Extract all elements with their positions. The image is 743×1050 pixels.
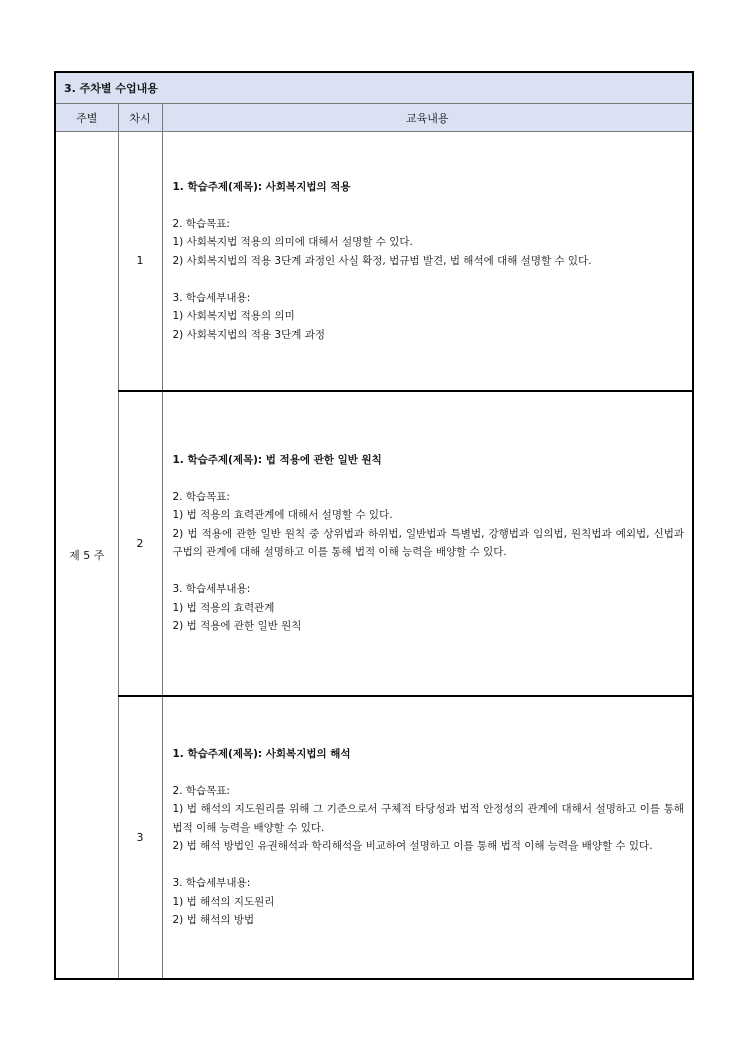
session-number: 1: [118, 132, 162, 391]
session-number: 3: [118, 696, 162, 979]
detail-item: 1) 사회복지법 적용의 의미: [172, 310, 295, 322]
detail-item: 2) 사회복지법의 적용 3단계 과정: [172, 328, 326, 341]
objectives-title: 2. 학습목표:: [172, 490, 230, 503]
session-content: [162, 696, 693, 979]
detail-item: 2) 법 해석의 방법: [172, 914, 255, 926]
objective-item: 1) 법 해석의 지도원리를 위해 그 기준으로서 구체적 타당성과 법적 안정성의 관계에 대해서 설명하고 이를 통해 법적 이해 능력을 배양할 수 있다.: [172, 803, 684, 834]
objectives-title: 2. 학습목표:: [172, 784, 230, 797]
objective-item: 1) 법 적용의 효력관계에 대해서 설명할 수 있다.: [172, 509, 393, 521]
detail-item: 1) 법 해석의 지도원리: [172, 895, 275, 908]
session-content: [162, 132, 693, 391]
header-week: 주별: [55, 104, 118, 132]
objectives-title: 2. 학습목표:: [172, 217, 230, 230]
session-topic: 1. 학습주제(제목): 사회복지법의 해석: [172, 747, 351, 760]
session-row-1: [55, 132, 693, 391]
objective-item: 1) 사회복지법 적용의 의미에 대해서 설명할 수 있다.: [172, 236, 413, 248]
objective-item: 2) 법 해석 방법인 유권해석과 학리해석을 비교하여 설명하고 이를 통해 법적 이해 능력을 배양할 수 있다.: [172, 840, 653, 852]
session-content: [162, 391, 693, 696]
detail-item: 1) 법 적용의 효력관계: [172, 601, 275, 614]
objective-item: 2) 사회복지법의 적용 3단계 과정인 사실 확정, 법규범 발견, 법 해석에 대해 설명할 수 있다.: [172, 254, 592, 267]
session-row-2: [55, 391, 693, 696]
week-label: 제 5 주: [55, 132, 118, 979]
header-session: 차시: [118, 104, 162, 132]
details-title: 3. 학습세부내용:: [172, 877, 251, 889]
session-topic: 1. 학습주제(제목): 사회복지법의 적용: [172, 180, 351, 193]
session-topic: 1. 학습주제(제목): 법 적용에 관한 일반 원칙: [172, 453, 382, 466]
details-title: 3. 학습세부내용:: [172, 583, 251, 595]
header-content: 교육내용: [162, 104, 693, 132]
weekly-content-table: [54, 71, 694, 980]
details-title: 3. 학습세부내용:: [172, 291, 251, 304]
session-row-3: [55, 696, 693, 979]
section-title: 3. 주차별 수업내용: [55, 72, 693, 104]
detail-item: 2) 법 적용에 관한 일반 원칙: [172, 620, 302, 632]
objective-item: 2) 법 적용에 관한 일반 원칙 중 상위법과 하위법, 일반법과 특별법, 강행법과 임의법, 원칙법과 예외법, 신법과 구법의 관계에 대해 설명하고 이를 통해 법적 이해 능력을 배양할 수 있다.: [172, 527, 684, 558]
session-number: 2: [118, 391, 162, 696]
